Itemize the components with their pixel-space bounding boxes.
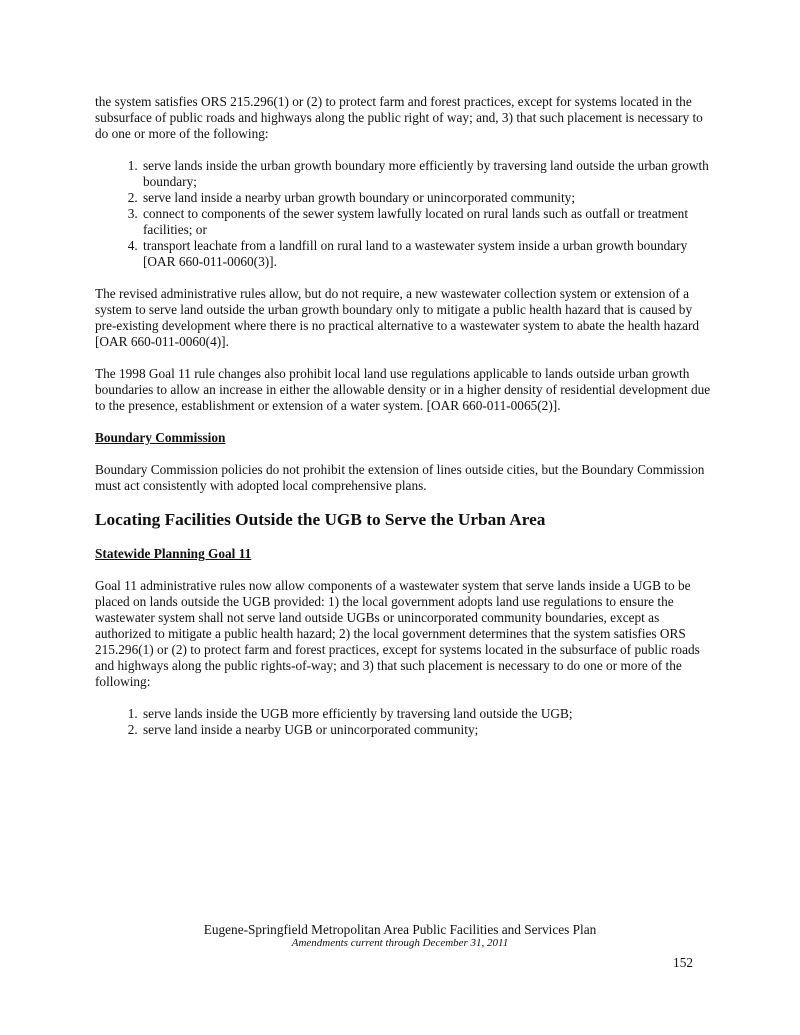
- paragraph-revised-rules: The revised administrative rules allow, but do not require, a new wastewater collection system or extension of a system to serve land outside the urban growth boundary only to mitigate a public health hazard that is caused by pre-existing development where there is no practical alternative to a wastewater system to abate the health hazard [OAR 660-011-0060(4)].: [95, 286, 700, 349]
- list-item: 4. transport leachate from a landfill on rural land to a wastewater system inside a urban growth boundary [OAR 660-011-0060(3)].: [141, 238, 715, 270]
- page-footer: [0, 922, 800, 949]
- footer-subtitle: Amendments current through December 31, 2011: [291, 937, 509, 949]
- page-body: [95, 94, 715, 754]
- paragraph-continuation: the system satisfies ORS 215.296(1) or (2) to protect farm and forest practices, except for systems located in the subsurface of public roads and highways along the public right of way; and, 3) that such placement is necessary to do one or more of the following:: [95, 94, 703, 141]
- paragraph-goal-11-changes: The 1998 Goal 11 rule changes also prohibit local land use regulations applicable to lands outside urban growth boundaries to allow an increase in either the allowable density or in a higher density of residential development due to the presence, establishment or extension of a water system. [OAR 660-011-0065(2)].: [95, 366, 711, 413]
- subheading-boundary-commission: Boundary Commission: [95, 430, 226, 445]
- page-number: 152: [673, 955, 693, 970]
- list-item: 1. serve lands inside the UGB more efficiently by traversing land outside the UGB;: [141, 706, 715, 722]
- section-heading: Locating Facilities Outside the UGB to Serve the Urban Area: [95, 510, 546, 529]
- list-item: 2. serve land inside a nearby UGB or unincorporated community;: [141, 722, 715, 738]
- paragraph-goal-11-rules: Goal 11 administrative rules now allow components of a wastewater system that serve lands inside a UGB to be placed on lands outside the UGB provided: 1) the local government adopts land use regulations to ensure the wastewater system shall not serve land outside UGBs or unincorporated community boundaries, except as authorized to mitigate a public health hazard; 2) the local government determines that the system satisfies ORS 215.296(1) or (2) to protect farm and forest practices, except for systems located in the subsurface of public roads and highways along the public rights-of-way; and 3) that such placement is necessary to do one or more of the following:: [95, 578, 700, 689]
- list-item: 2. serve land inside a nearby urban growth boundary or unincorporated community;: [141, 190, 715, 206]
- numbered-list-1: [95, 158, 715, 270]
- numbered-list-2: [95, 706, 715, 738]
- footer-title: Eugene-Springfield Metropolitan Area Public Facilities and Services Plan: [203, 922, 597, 937]
- subheading-goal-11: Statewide Planning Goal 11: [95, 546, 252, 561]
- list-item: 1. serve lands inside the urban growth boundary more efficiently by traversing land outside the urban growth boundary;: [141, 158, 715, 190]
- list-item: 3. connect to components of the sewer system lawfully located on rural lands such as outfall or treatment facilities; or: [141, 206, 715, 238]
- paragraph-boundary-commission: Boundary Commission policies do not prohibit the extension of lines outside cities, but the Boundary Commission must act consistently with adopted local comprehensive plans.: [95, 462, 705, 493]
